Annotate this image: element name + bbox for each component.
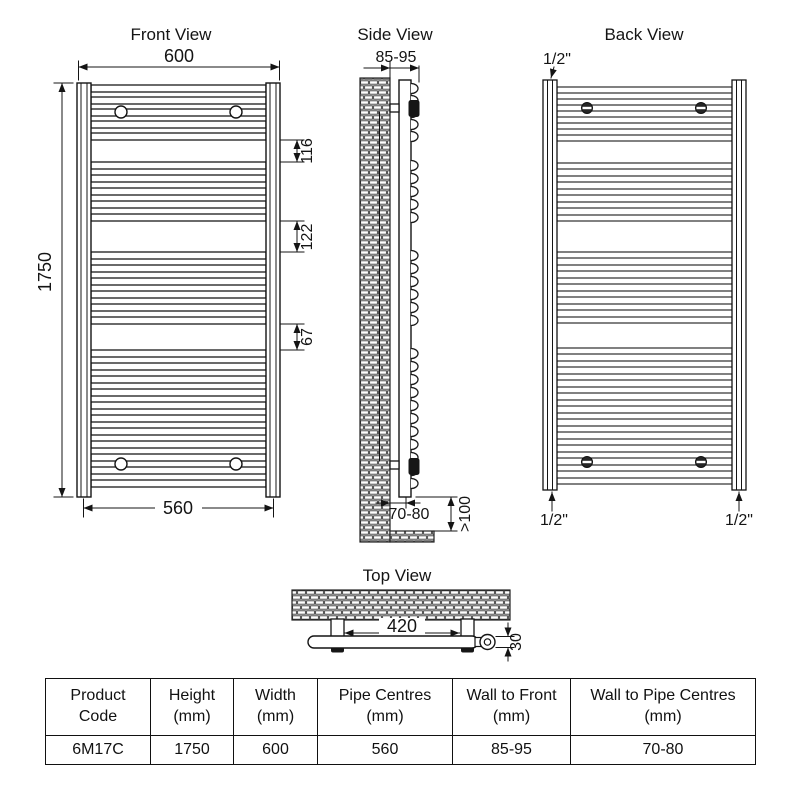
- radiator-bar: [557, 135, 732, 141]
- back-right-rail: [732, 80, 746, 490]
- radiator-bar: [91, 291, 266, 298]
- dim-gap-middle-label: 122: [299, 223, 316, 251]
- dim-overall-height-label: 1750: [35, 251, 55, 293]
- radiator-bar: [557, 123, 732, 129]
- mounting-hole: [230, 458, 242, 470]
- side-brackets: [390, 104, 399, 469]
- mounting-hole: [230, 106, 242, 118]
- radiator-bar: [557, 278, 732, 284]
- side-view: [357, 25, 474, 542]
- bar-bump: [411, 303, 418, 313]
- radiator-bar: [91, 214, 266, 221]
- bar-bump: [411, 187, 418, 197]
- bar-bump: [411, 290, 418, 300]
- radiator-bar: [91, 304, 266, 311]
- radiator-bar: [557, 400, 732, 406]
- leader-top-connection: [551, 67, 554, 78]
- bar-bump: [411, 440, 418, 450]
- radiator-bar: [557, 87, 732, 93]
- radiator-bar: [91, 121, 266, 128]
- front-right-rail: [266, 83, 280, 497]
- back-view: [540, 25, 753, 529]
- radiator-bar: [557, 452, 732, 458]
- wall-bracket: [390, 461, 399, 469]
- col-header-height: Height (mm): [151, 679, 234, 736]
- screw-head: [582, 457, 593, 468]
- dim-overall-width-label: 600: [163, 46, 195, 66]
- cell-pipe-centres: 560: [318, 736, 453, 765]
- dim-pipe-centres-label: 560: [162, 498, 194, 518]
- radiator-bar: [91, 389, 266, 396]
- cell-wall-to-front: 85-95: [453, 736, 571, 765]
- cell-product-code: 6M17C: [46, 736, 151, 765]
- bar-bump: [411, 213, 418, 223]
- col-header-pipe-centres: Pipe Centres (mm): [318, 679, 453, 736]
- bar-bump: [411, 479, 418, 489]
- wall-section: [360, 78, 390, 542]
- radiator-bar: [91, 480, 266, 487]
- radiator-bar: [91, 85, 266, 92]
- dim-tube-diameter-label: 30: [508, 633, 525, 651]
- mounting-hole: [115, 106, 127, 118]
- bar-bump: [411, 200, 418, 210]
- dim-overall-height: [54, 83, 73, 497]
- radiator-bar: [91, 363, 266, 370]
- bracket-clamp: [409, 458, 420, 475]
- bar-bump: [411, 427, 418, 437]
- front-view-title: Front View: [130, 25, 212, 44]
- radiator-bar: [91, 252, 266, 259]
- valve-connection-inner: [484, 639, 490, 645]
- radiator-bar: [557, 265, 732, 271]
- radiator-bar: [91, 188, 266, 195]
- bar-bump: [411, 349, 418, 359]
- radiator-bar: [557, 252, 732, 258]
- spec-table-header-row: [46, 679, 756, 736]
- side-radiator-tube: [399, 80, 411, 497]
- connection-size-bottom-right-label: 1/2": [725, 512, 753, 529]
- radiator-bar: [557, 215, 732, 221]
- radiator-bar: [557, 361, 732, 367]
- radiator-bar: [557, 439, 732, 445]
- radiator-bar: [91, 415, 266, 422]
- radiator-bar: [91, 441, 266, 448]
- front-left-rail: [77, 83, 91, 497]
- spec-table: [45, 678, 756, 765]
- radiator-bar: [557, 304, 732, 310]
- screw-head: [696, 103, 707, 114]
- col-header-product-code: Product Code: [46, 679, 151, 736]
- bracket-clamp: [409, 100, 420, 117]
- radiator-bar: [557, 413, 732, 419]
- side-bar-bumps: [411, 84, 418, 489]
- radiator-bar: [557, 291, 732, 297]
- bar-bump: [411, 120, 418, 130]
- bar-bump: [411, 264, 418, 274]
- bar-bump: [411, 132, 418, 142]
- top-radiator-tube: [308, 636, 478, 648]
- radiator-bar: [557, 163, 732, 169]
- radiator-bar: [91, 201, 266, 208]
- radiator-bar: [91, 350, 266, 357]
- radiator-bar: [91, 428, 266, 435]
- radiator-bar: [557, 348, 732, 354]
- back-view-title: Back View: [604, 25, 684, 44]
- dim-gap-bottom-label: 67: [299, 328, 316, 346]
- col-header-width: Width (mm): [234, 679, 318, 736]
- radiator-bar: [557, 374, 732, 380]
- mounting-hole: [115, 458, 127, 470]
- radiator-bar: [91, 133, 266, 140]
- connection-size-bottom-left-label: 1/2": [540, 512, 568, 529]
- col-header-wall-to-pipe-centres: Wall to Pipe Centres (mm): [571, 679, 756, 736]
- screw-head: [696, 457, 707, 468]
- bar-bump: [411, 388, 418, 398]
- radiator-bar: [91, 175, 266, 182]
- connection-size-top-label: 1/2": [543, 51, 571, 68]
- radiator-bar: [557, 176, 732, 182]
- dim-floor-clearance-label: >100: [457, 495, 474, 533]
- col-header-wall-to-front: Wall to Front (mm): [453, 679, 571, 736]
- top-view: [292, 566, 525, 661]
- bar-bump: [411, 174, 418, 184]
- floor-section: [390, 531, 434, 542]
- bar-bump: [411, 277, 418, 287]
- bar-bump: [411, 362, 418, 372]
- bar-bump: [411, 375, 418, 385]
- radiator-bar: [557, 317, 732, 323]
- radiator-bar: [557, 426, 732, 432]
- cell-width: 600: [234, 736, 318, 765]
- dim-gap-top-label: 116: [299, 138, 316, 164]
- dim-wall-to-pipe-label: 70-80: [388, 506, 430, 523]
- radiator-bar: [91, 162, 266, 169]
- bar-bump: [411, 161, 418, 171]
- radiator-bar: [557, 189, 732, 195]
- bar-bump: [411, 414, 418, 424]
- cell-wall-to-pipe-centres: 70-80: [571, 736, 756, 765]
- back-bars: [557, 87, 732, 484]
- bar-bump: [411, 251, 418, 261]
- bar-bump: [411, 84, 418, 94]
- cell-height: 1750: [151, 736, 234, 765]
- spec-table-data-row: [46, 736, 756, 765]
- screw-head: [582, 103, 593, 114]
- radiator-bar: [557, 202, 732, 208]
- radiator-bar: [91, 376, 266, 383]
- radiator-bar: [91, 278, 266, 285]
- bar-bump: [411, 316, 418, 326]
- side-view-title: Side View: [357, 25, 433, 44]
- radiator-bar: [557, 387, 732, 393]
- front-view: [35, 25, 316, 518]
- dim-wall-to-front-label: 85-95: [375, 49, 417, 66]
- wall-bracket: [331, 619, 344, 637]
- front-bars: [91, 85, 266, 487]
- radiator-bar: [91, 265, 266, 272]
- radiator-bar: [91, 402, 266, 409]
- radiator-bar: [91, 97, 266, 104]
- radiator-bar: [557, 478, 732, 484]
- top-view-title: Top View: [362, 566, 432, 585]
- wall-bracket: [390, 104, 399, 112]
- back-left-rail: [543, 80, 557, 490]
- wall-bracket: [461, 619, 474, 637]
- dim-bracket-centres-label: 420: [386, 616, 418, 636]
- radiator-bar: [91, 317, 266, 324]
- bar-bump: [411, 401, 418, 411]
